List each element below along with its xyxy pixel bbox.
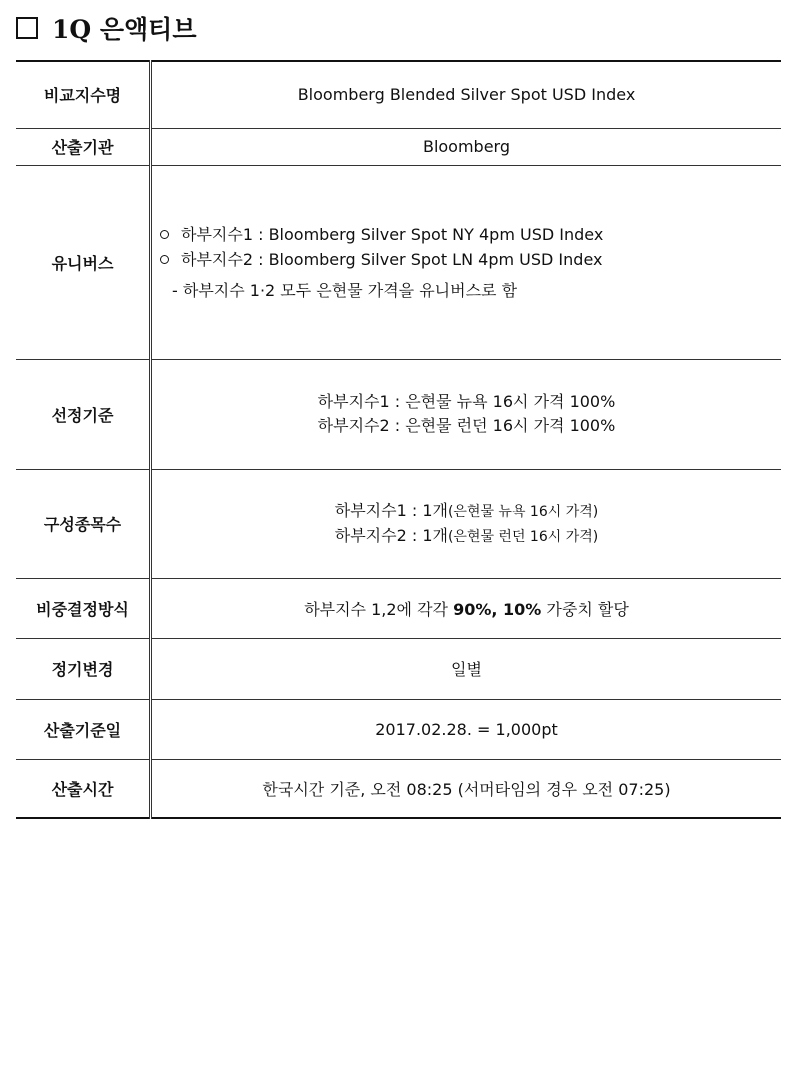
circle-bullet-icon <box>160 230 169 239</box>
row-value-rebalance: 일별 <box>151 638 782 699</box>
row-value-selection <box>151 359 782 469</box>
checkbox-square-icon <box>16 17 38 39</box>
table-row <box>16 699 781 759</box>
index-spec-table <box>16 60 781 819</box>
universe-item <box>158 222 781 247</box>
selection-line: 하부지수1 : 은현물 뉴욕 16시 가격 100% <box>317 392 616 411</box>
row-label-constituents: 구성종목수 <box>16 469 151 578</box>
document-title <box>16 10 196 46</box>
universe-item-text: 하부지수1 : Bloomberg Silver Spot NY 4pm USD Index <box>181 225 604 244</box>
selection-line: 하부지수2 : 은현물 런던 16시 가격 100% <box>317 416 616 435</box>
constituents-main: 하부지수2 : 1개 <box>334 525 448 545</box>
constituents-main: 하부지수1 : 1개 <box>334 500 448 520</box>
row-label-calc-time: 산출시간 <box>16 759 151 818</box>
weighting-suffix: 가중치 할당 <box>541 599 629 619</box>
row-value-calc-agent: Bloomberg <box>151 128 782 165</box>
table-row <box>16 578 781 638</box>
table-row <box>16 469 781 578</box>
title-text: 1Q 은액티브 <box>52 15 197 44</box>
row-label-calc-agent: 산출기관 <box>16 128 151 165</box>
row-label-base-date: 산출기준일 <box>16 699 151 759</box>
table-row <box>16 165 781 359</box>
row-value-constituents <box>151 469 782 578</box>
row-value-calc-time: 한국시간 기준, 오전 08:25 (서머타임의 경우 오전 07:25) <box>262 779 671 799</box>
table-row <box>16 128 781 165</box>
row-label-benchmark: 비교지수명 <box>16 61 151 128</box>
weighting-prefix: 하부지수 1,2에 각각 <box>304 599 454 619</box>
table-row <box>16 638 781 699</box>
row-value-benchmark: Bloomberg Blended Silver Spot USD Index <box>151 61 782 128</box>
table-row <box>16 359 781 469</box>
universe-item <box>158 247 781 272</box>
row-value-weighting <box>151 578 782 638</box>
row-label-universe: 유니버스 <box>16 165 151 359</box>
row-value-universe <box>151 165 782 359</box>
universe-note: - 하부지수 1·2 모두 은현물 가격을 유니버스로 함 <box>172 281 518 300</box>
circle-bullet-icon <box>160 255 169 264</box>
constituents-line <box>152 524 781 549</box>
row-label-selection: 선정기준 <box>16 359 151 469</box>
constituents-line <box>152 499 781 524</box>
constituents-detail: (은현물 뉴욕 16시 가격) <box>447 503 599 520</box>
row-label-rebalance: 정기변경 <box>16 638 151 699</box>
universe-item-text: 하부지수2 : Bloomberg Silver Spot LN 4pm USD Index <box>181 250 603 269</box>
weighting-bold: 90%, 10% <box>453 599 542 619</box>
constituents-detail: (은현물 런던 16시 가격) <box>447 528 599 545</box>
row-value-base-date: 2017.02.28. = 1,000pt <box>151 699 782 759</box>
row-label-weighting: 비중결정방식 <box>16 578 151 638</box>
table-row <box>16 759 781 818</box>
table-row <box>16 61 781 128</box>
